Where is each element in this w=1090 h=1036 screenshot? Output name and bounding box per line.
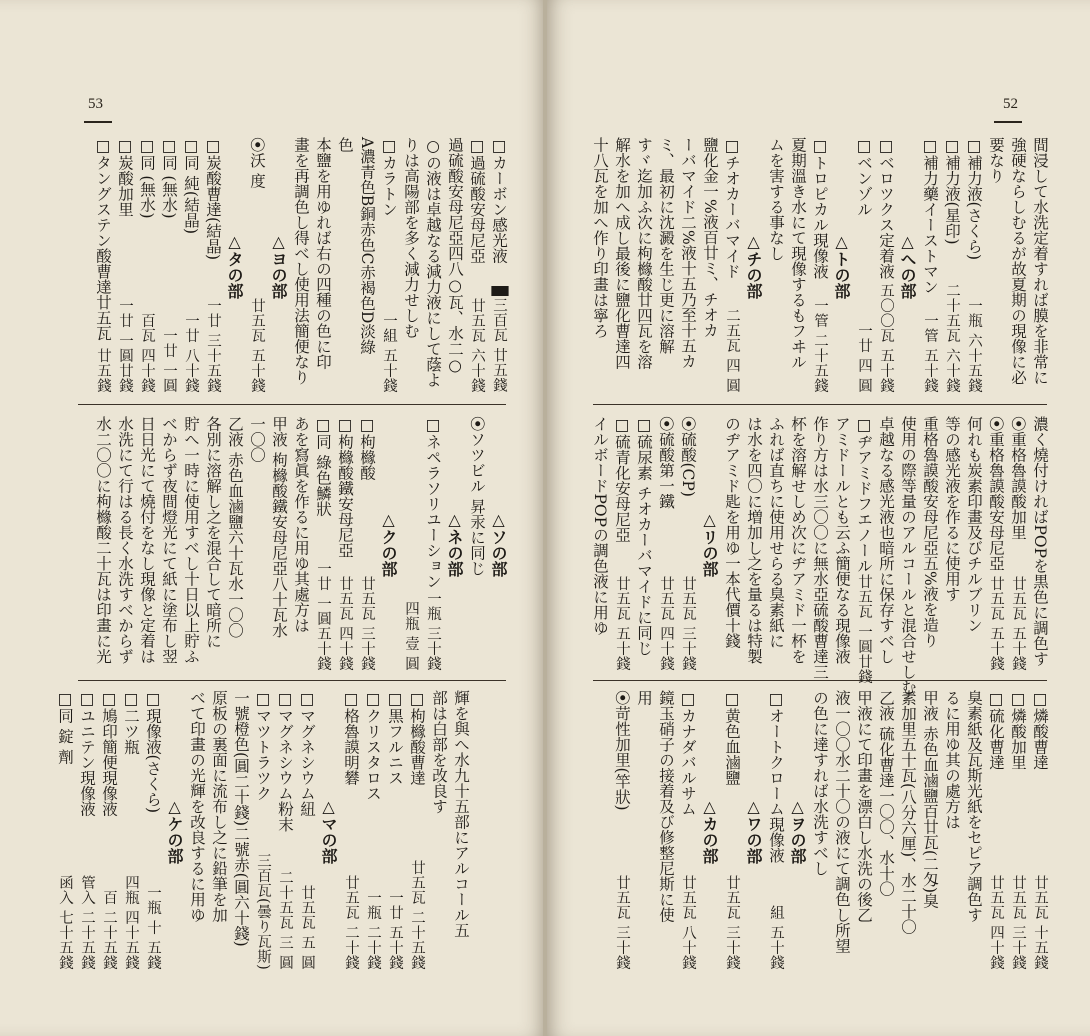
catalog-line: [337, 137, 352, 393]
item-text: □黒フルニス: [386, 690, 404, 786]
catalog-line: [403, 416, 418, 671]
section-heading-text: △タの部: [225, 231, 244, 299]
item-price: 一廿 一圓廿錢: [117, 297, 133, 393]
item-text: りは高陽部を多く減力せしむ: [402, 137, 420, 339]
catalog-line: [768, 690, 783, 970]
left-page-top-panel: [78, 137, 506, 393]
item-text: □現像液(さくら): [144, 690, 162, 814]
catalog-line: [315, 137, 330, 393]
item-text: □カーボン感光液: [490, 137, 508, 264]
catalog-line: [271, 416, 286, 671]
catalog-line: [855, 416, 873, 684]
catalog-line: [966, 137, 981, 393]
section-heading-text: △への部: [898, 231, 917, 299]
catalog-line: [790, 416, 805, 671]
catalog-line: [359, 137, 374, 393]
item-text: □硫化曹達: [987, 690, 1005, 770]
item-text: 強硬ならしむるが故夏期の現像に必: [1009, 137, 1027, 385]
catalog-line: [117, 137, 132, 393]
item-text: □硫尿素 チオカーバマイドに同じ: [635, 416, 653, 656]
catalog-line: [1010, 690, 1025, 970]
catalog-line: [387, 690, 402, 970]
item-price: 五〇〇瓦 五十錢: [878, 282, 894, 393]
item-text: 解水を加へ成し最後に鹽化曹達四: [613, 137, 631, 370]
item-text: 使用の際等量のアルコールと混合せしむ: [899, 416, 917, 695]
item-price: 廿五瓦 四十錢: [988, 874, 1004, 970]
item-text: の色に達すれば水洗すべし: [811, 690, 829, 876]
item-price: 廿五瓦 六十錢: [469, 297, 485, 393]
item-text: 臭素紙及瓦斯光紙をセピア調色す: [965, 690, 983, 923]
catalog-line: [658, 690, 673, 970]
catalog-line: [944, 137, 959, 393]
item-text: □炭酸加里: [116, 137, 134, 217]
item-price: 廿五瓦 一圓廿錢: [856, 573, 872, 684]
item-text: □ヂアミドフエノール: [855, 416, 873, 574]
item-text: 鹽化金一%液百廿ミ、チオカ: [701, 137, 719, 338]
catalog-line: [768, 416, 783, 671]
item-text: ムを害する事なし: [767, 137, 785, 261]
item-text: □マグネシウム紐: [298, 690, 316, 817]
item-price: 一瓶 六十五錢: [966, 297, 982, 393]
catalog-line: [79, 690, 94, 970]
item-price: 管入 二十五錢: [79, 874, 95, 970]
item-price: 一管 五十錢: [922, 312, 938, 393]
catalog-line: [227, 416, 242, 671]
catalog-line: [988, 690, 1003, 970]
catalog-line: [834, 416, 849, 671]
item-price: 百 二十五錢: [101, 889, 117, 970]
item-text: 一〇〇: [248, 416, 266, 463]
item-text: るに用ゆ其の處方は: [943, 690, 961, 830]
section-heading-text: △ソの部: [489, 510, 508, 577]
catalog-line: [205, 137, 220, 393]
item-text: ふれば直ちに使用せらる臭素紙に: [767, 416, 785, 649]
section-heading-text: △ヨの部: [269, 231, 288, 299]
section-heading: [900, 137, 915, 393]
catalog-line: [636, 416, 651, 671]
catalog-line: [343, 690, 358, 970]
item-text: 杯を溶解せしめ次にヂアミド一杯を: [789, 416, 807, 664]
catalog-line: [922, 416, 937, 671]
item-text: □黄色血滷鹽: [723, 690, 741, 786]
item-text: のヂアミド匙を用ゆ一本代價十錢: [723, 416, 741, 649]
item-text: □オートクローム現像液: [767, 690, 785, 863]
catalog-line: [161, 137, 176, 393]
item-text: A濃青色B銅赤色C赤褐色D淡綠: [358, 137, 376, 355]
item-text: 要なり: [987, 137, 1005, 184]
header-rule-right: [994, 121, 1022, 123]
item-text: 液一〇〇水二十〇の液にて調色し所望: [833, 690, 851, 954]
item-text: □タングステン酸曹達廿五瓦: [94, 137, 112, 341]
catalog-line: [900, 690, 915, 970]
catalog-line: [966, 416, 981, 671]
catalog-line: [491, 137, 506, 393]
catalog-line: [161, 416, 176, 671]
item-text: 乙液 硫化曹達一〇〇、水十〇: [877, 690, 895, 897]
item-price: 廿五瓦 三十錢: [724, 874, 740, 970]
item-text: □マグネシウム粉末: [276, 690, 294, 832]
catalog-line: [205, 416, 220, 671]
catalog-line: [425, 137, 440, 393]
catalog-line: [614, 416, 629, 671]
catalog-line: [922, 690, 937, 970]
catalog-line: [680, 137, 695, 393]
catalog-line: [1032, 690, 1047, 970]
section-heading: [321, 690, 336, 970]
catalog-line: [293, 137, 308, 393]
item-price: 廿五瓦 五十錢: [249, 297, 265, 393]
catalog-line: [988, 137, 1003, 393]
item-price: 廿五瓦 三十錢: [680, 575, 696, 671]
item-text: □マツトラツク: [254, 690, 272, 801]
catalog-line: [249, 416, 264, 671]
catalog-line: [592, 137, 607, 393]
section-heading: [790, 690, 805, 970]
catalog-line: [453, 690, 468, 970]
item-price: 廿五瓦 四十錢: [337, 575, 353, 671]
item-text: □補力藥イーストマン: [921, 137, 939, 295]
right-page-middle-panel: [591, 416, 1049, 695]
catalog-line: [944, 416, 959, 671]
item-text: □同 綠色鱗狀: [314, 416, 332, 517]
catalog-line: [299, 690, 314, 970]
item-price: 函入 七十五錢: [57, 874, 73, 970]
section-rule: [593, 404, 1047, 405]
item-price: 廿五瓦 三十錢: [614, 874, 630, 970]
item-text: 濃く燒付ければPOPを黒色に調色す: [1031, 416, 1049, 667]
catalog-line: [790, 137, 805, 393]
item-text: 何れも炭素印畫及びチルブリン: [965, 416, 983, 633]
right-page: [547, 0, 1090, 1036]
catalog-line: [592, 416, 607, 671]
item-price: 二五瓦 四 圓: [724, 307, 740, 393]
catalog-line: [724, 690, 739, 970]
item-text: □ネペラソリユーション: [424, 416, 442, 589]
catalog-line: [768, 137, 783, 393]
item-text: □カナダバルサム: [679, 690, 697, 817]
catalog-line: [293, 416, 308, 671]
catalog-line: [403, 137, 418, 393]
header-rule-left: [84, 121, 112, 123]
item-text: □炭酸曹達(結晶): [204, 137, 222, 261]
catalog-line: [95, 416, 110, 671]
item-text: 一號橙色(圓二十錢)二號赤(圓六十錢): [232, 690, 250, 947]
item-price: 百瓦 四十錢: [139, 312, 155, 393]
item-price: 廿五瓦 五十錢: [1010, 575, 1026, 671]
catalog-line: [878, 137, 893, 393]
catalog-line: [425, 416, 440, 671]
section-heading: [167, 690, 182, 970]
item-text: □同 (無水): [160, 137, 178, 219]
section-heading-text: △クの部: [379, 510, 398, 577]
item-price: 一瓶 三十錢: [425, 590, 441, 671]
item-text: 各別に溶解し之を混合して暗所に: [204, 416, 222, 649]
item-text: 十八瓦を加へ作り印畫は寧ろ: [591, 137, 609, 339]
left-page-bottom-panel: [56, 690, 470, 970]
item-text: 等の感光液を作るに使用す: [943, 416, 961, 602]
item-text: □カラトン: [380, 137, 398, 217]
catalog-line: [966, 690, 981, 970]
item-text: 素加里五十瓦(八分六厘)、水二十〇: [899, 690, 917, 935]
section-heading: [746, 690, 761, 970]
catalog-line: [365, 690, 380, 970]
catalog-line: [856, 137, 871, 393]
item-text: 本鹽を用ゆれば右の四種の色に印: [314, 137, 332, 370]
catalog-line: [123, 690, 138, 970]
catalog-line: [117, 416, 132, 671]
item-text: 重格魯謨酸安母尼亞五%液を造り: [921, 416, 939, 648]
item-text: 輝を與へ水九十五部にアルコール五: [452, 690, 470, 938]
section-heading: [271, 137, 286, 393]
page-number-left: 53: [88, 96, 103, 112]
item-price: 一廿 五十錢: [387, 889, 403, 970]
item-text: □同 錠 劑: [56, 690, 74, 765]
item-text: 甲液 赤色血滷鹽百廿瓦(二匁)臭: [921, 690, 939, 909]
section-heading: [702, 690, 717, 970]
item-text: 鏡玉硝子の接着及び修整尼斯に使: [657, 690, 675, 923]
item-text: □二ツ瓶: [122, 690, 140, 755]
item-price: 一廿 四 圓: [856, 322, 872, 393]
item-text: アミドールとも云ふ簡便なる現像液: [833, 416, 851, 664]
item-price: ▉三百瓦 廿五錢: [491, 286, 507, 393]
section-heading-text: △ケの部: [165, 796, 184, 864]
item-text: □硫青化安母尼亞: [613, 416, 631, 543]
item-price: 一管 二十五錢: [812, 297, 828, 393]
item-text: □クリスタロス: [364, 690, 382, 801]
right-page-top-panel: [591, 137, 1049, 393]
section-heading: [702, 416, 717, 671]
item-price: 廿五瓦 五十錢: [988, 575, 1004, 671]
item-text: ⦿苛性加里(竿狀): [613, 690, 631, 811]
section-rule: [78, 680, 506, 681]
item-text: □ベンゾル: [855, 137, 873, 217]
catalog-line: [636, 137, 651, 393]
item-text: □同 純(結晶): [182, 137, 200, 235]
item-price: 廿五瓦 三十錢: [359, 575, 375, 671]
item-text: □枸櫞酸曹達: [408, 690, 426, 786]
right-page-bottom-panel: [593, 690, 1047, 970]
catalog-line: [469, 416, 484, 671]
catalog-line: [812, 690, 827, 970]
item-text: 乙液 赤色血滷鹽六十瓦水一〇〇: [226, 416, 244, 638]
catalog-line: [431, 690, 446, 970]
item-text: べからず夜間燈光にて紙に塗布し翌: [160, 416, 178, 664]
catalog-line: [249, 137, 264, 393]
catalog-line: [189, 690, 204, 970]
catalog-line: [680, 416, 695, 671]
item-text: は水を四〇に増加し之を量るは特製: [745, 416, 763, 664]
item-price: 組 五十錢: [768, 904, 784, 970]
item-text: □燐酸加里: [1009, 690, 1027, 770]
item-text: □枸櫞酸鐵安母尼亞: [336, 416, 354, 558]
item-price: 廿五瓦 八十錢: [680, 874, 696, 970]
catalog-line: [812, 137, 827, 393]
item-text: ⦿硫酸(CP): [679, 416, 697, 497]
section-rule: [593, 680, 1047, 681]
section-heading: [381, 416, 396, 671]
catalog-line: [139, 137, 154, 393]
item-price: 一廿 三十五錢: [205, 297, 221, 393]
item-price: 廿五瓦 十五錢: [1032, 874, 1048, 970]
catalog-line: [746, 416, 761, 671]
item-text: イルボードPOPの調色液に用ゆ: [591, 416, 609, 636]
item-text: すヾ迄加ふ次に枸櫞酸廿四瓦を溶: [635, 137, 653, 370]
item-text: ーバマイド二%液十五乃至十五カ: [679, 137, 697, 369]
item-price: 四瓶 壹 圓: [403, 600, 419, 671]
item-text: ⦿沃 度: [248, 137, 266, 189]
item-text: 色: [336, 137, 354, 153]
section-heading-text: △ヲの部: [788, 796, 807, 864]
catalog-line: [255, 690, 270, 970]
section-heading-text: △ワの部: [744, 796, 763, 864]
item-price: 廿五瓦 四十錢: [658, 575, 674, 671]
item-text: □同 (無水): [138, 137, 156, 219]
catalog-line: [614, 137, 629, 393]
item-text: 過硫酸安母尼亞四八○瓦、水二○: [446, 137, 464, 375]
catalog-line: [95, 137, 110, 393]
item-text: 夏期溫き水にて現像するもフヰル: [789, 137, 807, 370]
catalog-line: [277, 690, 292, 970]
catalog-line: [680, 690, 695, 970]
item-price: 廿五瓦 二十五錢: [409, 859, 425, 970]
item-text: 畫を再調色し得べし使用法簡便なり: [292, 137, 310, 385]
item-text: □トロピカル現像液: [811, 137, 829, 279]
section-heading: [491, 416, 506, 671]
catalog-line: [988, 416, 1003, 671]
section-heading-text: △リの部: [700, 510, 719, 577]
item-text: ⦿ソツビル 昇汞に同じ: [468, 416, 486, 576]
catalog-line: [702, 137, 717, 393]
item-text: □格魯謨明礬: [342, 690, 360, 786]
catalog-line: [944, 690, 959, 970]
item-price: 三百瓦(曇り瓦斯): [255, 852, 271, 970]
catalog-line: [57, 690, 72, 970]
item-text: ミ、最初に沈澱を生じ更に溶解: [657, 137, 675, 354]
item-text: 卓越なる感光液也暗所に保存すべし: [877, 416, 895, 664]
catalog-line: [183, 416, 198, 671]
catalog-line: [878, 690, 893, 970]
catalog-line: [101, 690, 116, 970]
item-text: ○の液は卓越なる減力液にして蔭よ: [424, 137, 442, 388]
item-price: 一瓶 十 五錢: [145, 884, 161, 970]
item-text: □ユニテン現像液: [78, 690, 96, 817]
item-price: 一瓶 二十錢: [365, 889, 381, 970]
catalog-line: [145, 690, 160, 970]
item-price: 廿五瓦 五 圓: [299, 884, 315, 970]
section-heading: [227, 137, 242, 393]
catalog-line: [359, 416, 374, 671]
catalog-line: [409, 690, 424, 970]
item-text: □チオカーバマイド: [723, 137, 741, 279]
item-text: 水二〇〇に枸櫞酸二十瓦は印畫に光: [94, 416, 112, 664]
item-text: ⦿重格魯謨酸加里: [1009, 416, 1027, 541]
catalog-line: [1032, 137, 1047, 393]
item-price: 廿五瓦 三十錢: [1010, 874, 1026, 970]
catalog-line: [636, 690, 651, 970]
catalog-line: [724, 416, 739, 671]
catalog-line: [381, 137, 396, 393]
section-heading: [746, 137, 761, 393]
section-rule: [78, 404, 506, 405]
item-text: 間浸して水洗定着すれば膜を非常に: [1031, 137, 1049, 385]
item-text: あを寫眞を作るに用ゆ其處方は: [292, 416, 310, 633]
item-text: 甲液 枸櫞酸鐵安母尼亞八十瓦水: [270, 416, 288, 638]
item-text: □燐酸曹達: [1031, 690, 1049, 770]
catalog-line: [658, 416, 673, 671]
catalog-line: [447, 137, 462, 393]
catalog-line: [658, 137, 673, 393]
item-price: 一廿 八十錢: [183, 312, 199, 393]
item-price: 一組 五十錢: [381, 312, 397, 393]
section-heading-text: △ネの部: [445, 510, 464, 577]
item-text: 作り方は水三〇〇に無水亞硫酸曹達三: [811, 416, 829, 680]
catalog-line: [899, 416, 917, 695]
item-text: □枸櫞酸: [358, 416, 376, 481]
section-heading-text: △マの部: [319, 796, 338, 864]
item-text: □鳩印簡便現像液: [100, 690, 118, 817]
catalog-line: [1010, 416, 1025, 671]
item-price: 廿五瓦 二十錢: [343, 874, 359, 970]
item-text: 甲液にて印畫を漂白し水洗の後乙: [855, 690, 873, 923]
item-price: 一廿 一圓五十錢: [315, 560, 331, 671]
catalog-line: [834, 690, 849, 970]
item-text: 用: [635, 690, 653, 706]
item-text: 貯へ一時に使用すべし十日以上貯ふ: [182, 416, 200, 664]
catalog-line: [614, 690, 629, 970]
item-text: 水洗にて行はる長く水洗すべからず: [116, 416, 134, 664]
section-heading-text: △トの部: [832, 231, 851, 299]
item-text: □過硫酸安母尼亞: [468, 137, 486, 264]
item-text: 部は白部を改良す: [430, 690, 448, 814]
catalog-line: [139, 416, 154, 671]
catalog-line: [878, 416, 893, 671]
item-price: 廿五錢: [95, 348, 111, 393]
left-page-middle-panel: [78, 416, 506, 671]
item-price: 廿五瓦 五十錢: [614, 575, 630, 671]
item-text: ⦿硫酸第一鐵: [657, 416, 675, 510]
catalog-line: [211, 690, 226, 970]
catalog-line: [856, 690, 871, 970]
item-price: 二十五瓦 三 圓: [277, 869, 293, 970]
section-heading-text: △カの部: [700, 796, 719, 864]
catalog-line: [1010, 137, 1025, 393]
item-text: 日日光にて燒付をなし現像と定着は: [138, 416, 156, 664]
catalog-line: [315, 416, 330, 671]
item-text: □補力液(さくら): [965, 137, 983, 261]
section-heading-text: △チの部: [744, 231, 763, 299]
item-price: 四瓶 四十五錢: [123, 874, 139, 970]
catalog-line: [922, 137, 937, 393]
section-heading: [447, 416, 462, 671]
item-text: □補力液(星印): [943, 137, 961, 245]
catalog-line: [811, 416, 829, 680]
catalog-line: [469, 137, 484, 393]
catalog-line: [233, 690, 248, 970]
section-heading: [834, 137, 849, 393]
catalog-line: [1032, 416, 1047, 671]
item-text: 原板の裏面に流布し之に鉛筆を加: [210, 690, 228, 923]
item-text: ⦿重格魯謨酸安母尼亞: [987, 416, 1005, 572]
catalog-line: [724, 137, 739, 393]
item-price: 二十五瓦 六十錢: [944, 282, 960, 393]
catalog-line: [337, 416, 352, 671]
item-text: □ベロツクス定着液: [877, 137, 895, 279]
page-number-right: 52: [1003, 96, 1018, 112]
item-price: 一廿 一圓: [161, 327, 177, 393]
item-text: べて印畫の光輝を改良するに用ゆ: [188, 690, 206, 923]
catalog-line: [183, 137, 198, 393]
